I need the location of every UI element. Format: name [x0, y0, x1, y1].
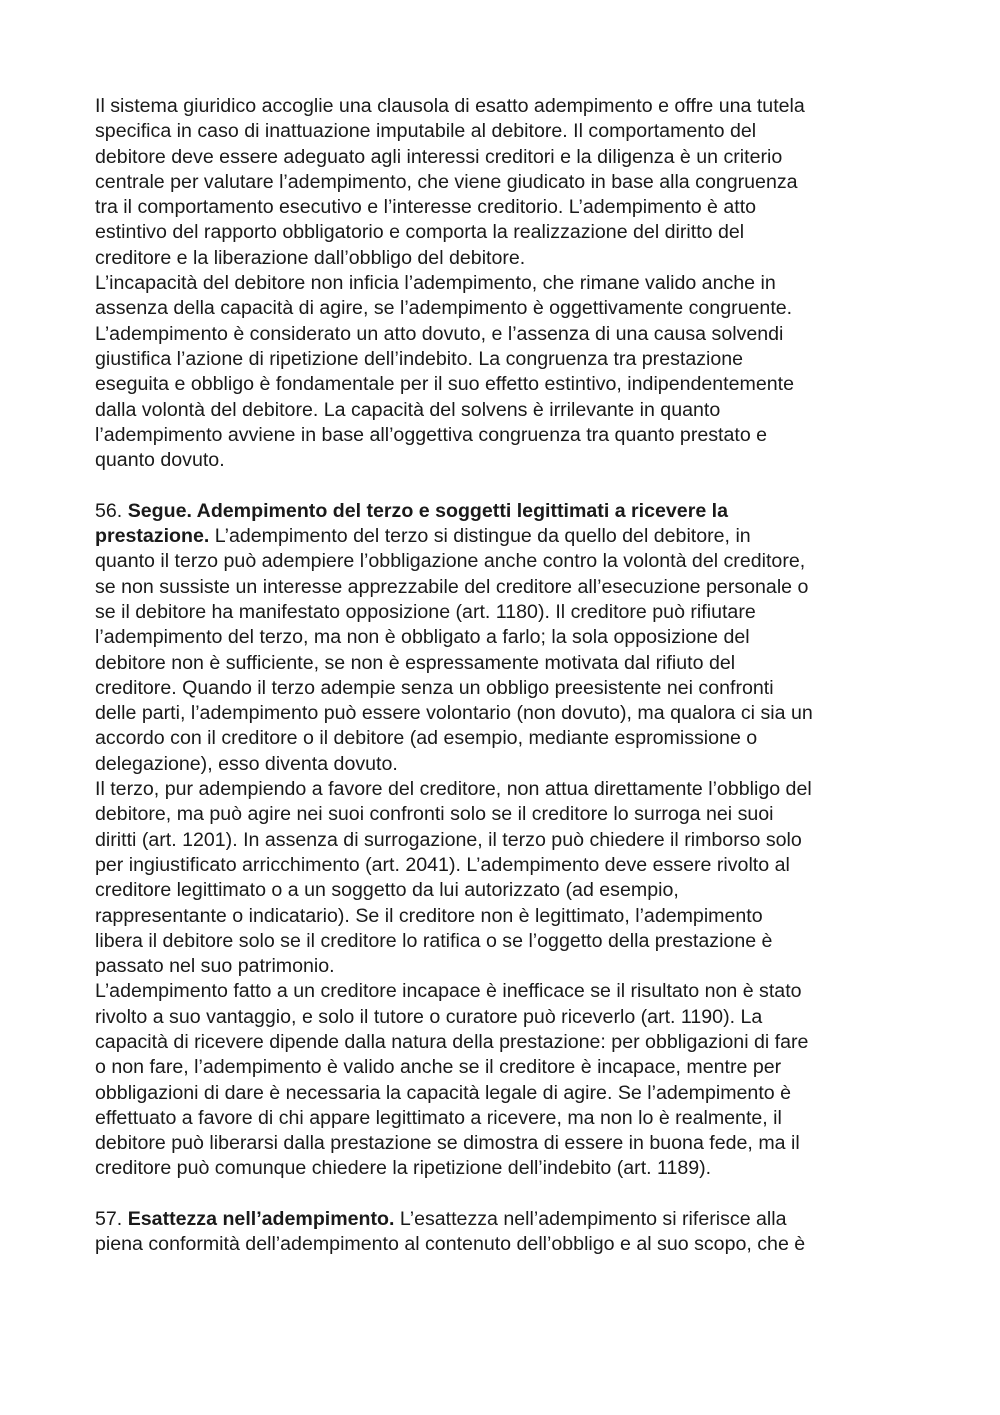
text-line: piena conformità dell’adempimento al contenuto dell’obbligo e al suo scopo, che è — [95, 1233, 806, 1256]
text-line: creditore. Quando il terzo adempie senza un obbligo preesistente nei confronti — [95, 676, 774, 699]
paragraph-gap — [95, 1182, 915, 1207]
section-56 — [95, 499, 915, 1182]
text-line: quanto il terzo può adempiere l’obbligazione anche contro la volontà del creditore, — [95, 550, 806, 573]
paragraph-gap — [95, 473, 915, 498]
section-heading: Segue. Adempimento del terzo e soggetti legittimati a ricevere la — [127, 499, 729, 522]
text-line: quanto dovuto. — [95, 449, 225, 472]
text-line: obbligazioni di dare è necessaria la capacità legale di agire. Se l’adempimento è — [95, 1081, 792, 1104]
text-line: libera il debitore solo se il creditore lo ratifica o se l’oggetto della prestazione è — [95, 929, 773, 952]
text-line: estintivo del rapporto obbligatorio e comporta la realizzazione del diritto del — [95, 221, 745, 244]
text-line: passato nel suo patrimonio. — [95, 955, 335, 978]
section-heading: Esattezza nell’adempimento. — [127, 1208, 395, 1231]
text-line: dalla volontà del debitore. La capacità del solvens è irrilevante in quanto — [95, 398, 721, 421]
text-line: debitore non è sufficiente, se non è espressamente motivata dal rifiuto del — [95, 651, 736, 674]
text-line: delegazione), esso diventa dovuto. — [95, 752, 398, 775]
section-number: 56. — [95, 499, 123, 522]
text-line: creditore può comunque chiedere la ripetizione dell’indebito (art. 1189). — [95, 1157, 712, 1180]
text-line: per ingiustificato arricchimento (art. 2041). L’adempimento deve essere rivolto al — [95, 853, 790, 876]
text-line: debitore, ma può agire nei suoi confronti solo se il creditore lo surroga nei suoi — [95, 803, 774, 826]
section-57 — [95, 1207, 915, 1258]
text-line: effettuato a favore di chi appare legittimato a ricevere, ma non lo è realmente, il — [95, 1106, 782, 1129]
document-page — [95, 94, 915, 1258]
text-line: se non sussiste un interesse apprezzabile del creditore all’esecuzione personale o — [95, 575, 809, 598]
text-line: Il sistema giuridico accoglie una clausola di esatto adempimento e offre una tutela — [95, 95, 805, 117]
text-line: eseguita e obbligo è fondamentale per il suo effetto estintivo, indipendentemente — [95, 373, 794, 396]
text-line: l’adempimento avviene in base all’oggettiva congruenza tra quanto prestato e — [95, 423, 768, 446]
text-line: accordo con il creditore o il debitore (ad esempio, mediante espromissione o — [95, 727, 758, 750]
section-heading-line — [95, 1207, 915, 1232]
intro-paragraph-1 — [95, 94, 915, 271]
text-line: L’adempimento è considerato un atto dovuto, e l’assenza di una causa solvendi — [95, 322, 784, 345]
text-line — [95, 524, 915, 549]
section-heading-line — [95, 499, 915, 524]
text-line: specifica in caso di inattuazione imputabile al debitore. Il comportamento del — [95, 120, 757, 143]
text-line: diritti (art. 1201). In assenza di surrogazione, il terzo può chiedere il rimborso solo — [95, 828, 802, 851]
text-run: L’esattezza nell’adempimento si riferisce alla — [394, 1208, 787, 1231]
text-line: L’incapacità del debitore non inficia l’adempimento, che rimane valido anche in — [95, 272, 776, 295]
text-line: Il terzo, pur adempiendo a favore del creditore, non attua direttamente l’obbligo del — [95, 778, 812, 801]
text-line: creditore legittimato o a un soggetto da lui autorizzato (ad esempio, — [95, 879, 679, 902]
text-line: l’adempimento del terzo, ma non è obbligato a farlo; la sola opposizione del — [95, 626, 750, 649]
text-line: se il debitore ha manifestato opposizione (art. 1180). Il creditore può rifiutare — [95, 600, 756, 623]
section-heading-continued: prestazione. — [95, 525, 210, 548]
text-line: o non fare, l’adempimento è valido anche se il creditore è incapace, mentre per — [95, 1056, 782, 1079]
text-line: rappresentante o indicatario). Se il creditore non è legittimato, l’adempimento — [95, 904, 763, 927]
text-line: capacità di ricevere dipende dalla natura della prestazione: per obbligazioni di fare — [95, 1030, 809, 1053]
text-line: giustifica l’azione di ripetizione dell’indebito. La congruenza tra prestazione — [95, 347, 744, 370]
intro-paragraph-2 — [95, 271, 915, 473]
text-line: tra il comportamento esecutivo e l’interesse creditorio. L’adempimento è atto — [95, 196, 757, 219]
text-line: assenza della capacità di agire, se l’adempimento è oggettivamente congruente. — [95, 297, 793, 320]
text-line: debitore deve essere adeguato agli interessi creditori e la diligenza è un criterio — [95, 145, 783, 168]
text-line: centrale per valutare l’adempimento, che viene giudicato in base alla congruenza — [95, 170, 798, 193]
text-run: L’adempimento del terzo si distingue da quello del debitore, in — [209, 525, 751, 548]
text-line: delle parti, l’adempimento può essere volontario (non dovuto), ma qualora ci sia un — [95, 702, 813, 725]
text-line: creditore e la liberazione dall’obbligo del debitore. — [95, 246, 526, 269]
text-line: L’adempimento fatto a un creditore incapace è inefficace se il risultato non è stato — [95, 980, 802, 1003]
text-line: rivolto a suo vantaggio, e solo il tutore o curatore può riceverlo (art. 1190). La — [95, 1005, 763, 1028]
text-line: debitore può liberarsi dalla prestazione se dimostra di essere in buona fede, ma il — [95, 1132, 800, 1155]
section-number: 57. — [95, 1208, 123, 1231]
